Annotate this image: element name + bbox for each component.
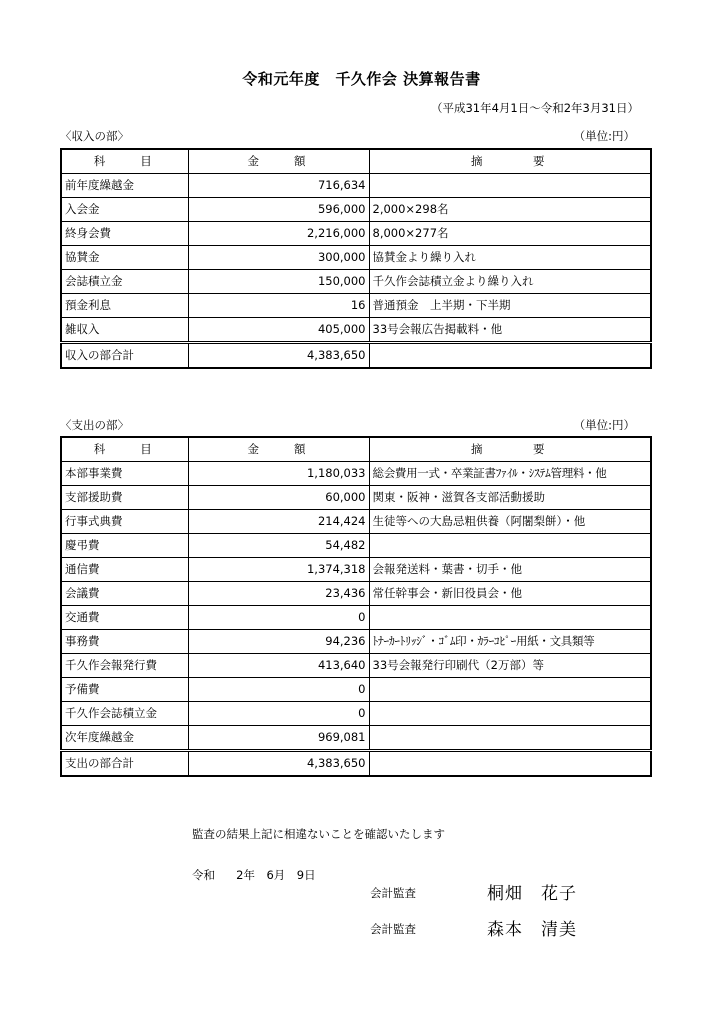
row-note: 協賛金より繰り入れ [369,246,651,270]
row-item: 会議費 [61,582,188,606]
row-item: 入会金 [61,198,188,222]
row-note: 生徒等への大島忌粗供養（阿闍梨餅）・他 [369,510,651,534]
row-item: 本部事業費 [61,462,188,486]
row-item: 協賛金 [61,246,188,270]
row-note: 2,000×298名 [369,198,651,222]
document-title: 令和元年度 千久作会 決算報告書 [242,70,481,88]
row-amount: 23,436 [188,582,369,606]
row-note: 千久作会誌積立金より繰り入れ [369,270,651,294]
row-note [369,534,651,558]
row-item: 予備費 [61,678,188,702]
expense-section-label: 〈支出の部〉 [60,418,129,432]
audit-statement: 監査の結果上記に相違ないことを確認いたします [192,827,445,841]
income-section-label: 〈収入の部〉 [60,129,129,143]
row-note: ﾄﾅｰｶｰﾄﾘｯｼﾞ・ｺﾞﾑ印・ｶﾗｰｺﾋﾟｰ用紙・文具類等 [369,630,651,654]
row-note [369,678,651,702]
table-row [61,174,651,198]
auditor-name: 森本 清美 [487,920,577,940]
income-table [60,148,652,369]
total-amount: 4,383,650 [188,343,369,369]
expense-table [60,436,652,777]
row-item: 行事式典費 [61,510,188,534]
total-item: 支出の部合計 [61,751,188,777]
income-total-row [61,343,651,369]
row-note [369,606,651,630]
table-row [61,558,651,582]
header-note: 摘 要 [369,149,651,174]
row-note [369,174,651,198]
row-item: 終身会費 [61,222,188,246]
table-row [61,486,651,510]
expense-total-row [61,751,651,777]
table-header-row [61,437,651,462]
row-note: 総会費用一式・卒業証書ﾌｧｲﾙ・ｼｽﾃﾑ管理料・他 [369,462,651,486]
total-note [369,343,651,369]
row-note: 常任幹事会・新旧役員会・他 [369,582,651,606]
row-amount: 60,000 [188,486,369,510]
row-note: 33号会報発行印刷代（2万部）等 [369,654,651,678]
row-item: 前年度繰越金 [61,174,188,198]
row-item: 次年度繰越金 [61,726,188,751]
table-row [61,582,651,606]
header-note: 摘 要 [369,437,651,462]
total-item: 収入の部合計 [61,343,188,369]
row-item: 事務費 [61,630,188,654]
row-amount: 214,424 [188,510,369,534]
table-row [61,294,651,318]
fiscal-period: （平成31年4月1日～令和2年3月31日） [430,101,639,115]
row-note [369,726,651,751]
table-row [61,270,651,294]
expense-unit-label: （単位:円） [573,418,635,432]
row-item: 支部援助費 [61,486,188,510]
row-amount: 300,000 [188,246,369,270]
row-amount: 413,640 [188,654,369,678]
total-amount: 4,383,650 [188,751,369,777]
row-note: 8,000×277名 [369,222,651,246]
table-row [61,318,651,343]
auditor-name: 桐畑 花子 [487,884,577,904]
table-row [61,726,651,751]
row-note [369,702,651,726]
row-amount: 16 [188,294,369,318]
row-item: 慶弔費 [61,534,188,558]
table-row [61,678,651,702]
row-amount: 0 [188,702,369,726]
row-amount: 969,081 [188,726,369,751]
row-note: 普通預金 上半期・下半期 [369,294,651,318]
header-amount: 金 額 [188,437,369,462]
table-row [61,198,651,222]
header-amount: 金 額 [188,149,369,174]
row-item: 千久作会報発行費 [61,654,188,678]
table-row [61,702,651,726]
table-row [61,246,651,270]
auditor-role: 会計監査 [370,886,416,900]
row-note: 関東・阪神・滋賀各支部活動援助 [369,486,651,510]
table-row [61,462,651,486]
row-item: 会誌積立金 [61,270,188,294]
row-item: 交通費 [61,606,188,630]
row-note: 33号会報広告掲載料・他 [369,318,651,343]
row-amount: 716,634 [188,174,369,198]
row-item: 千久作会誌積立金 [61,702,188,726]
auditor-role: 会計監査 [370,922,416,936]
row-amount: 0 [188,678,369,702]
table-header-row [61,149,651,174]
table-row [61,510,651,534]
row-item: 預金利息 [61,294,188,318]
row-amount: 54,482 [188,534,369,558]
header-item: 科 目 [61,437,188,462]
table-row [61,654,651,678]
row-amount: 150,000 [188,270,369,294]
row-item: 雑収入 [61,318,188,343]
row-amount: 405,000 [188,318,369,343]
audit-date: 令和 2年 6月 9日 [192,868,316,882]
row-amount: 596,000 [188,198,369,222]
table-row [61,606,651,630]
table-row [61,534,651,558]
row-note: 会報発送料・葉書・切手・他 [369,558,651,582]
header-item: 科 目 [61,149,188,174]
table-row [61,222,651,246]
row-item: 通信費 [61,558,188,582]
row-amount: 1,374,318 [188,558,369,582]
income-unit-label: （単位:円） [573,129,635,143]
row-amount: 1,180,033 [188,462,369,486]
total-note [369,751,651,777]
row-amount: 0 [188,606,369,630]
row-amount: 94,236 [188,630,369,654]
row-amount: 2,216,000 [188,222,369,246]
table-row [61,630,651,654]
